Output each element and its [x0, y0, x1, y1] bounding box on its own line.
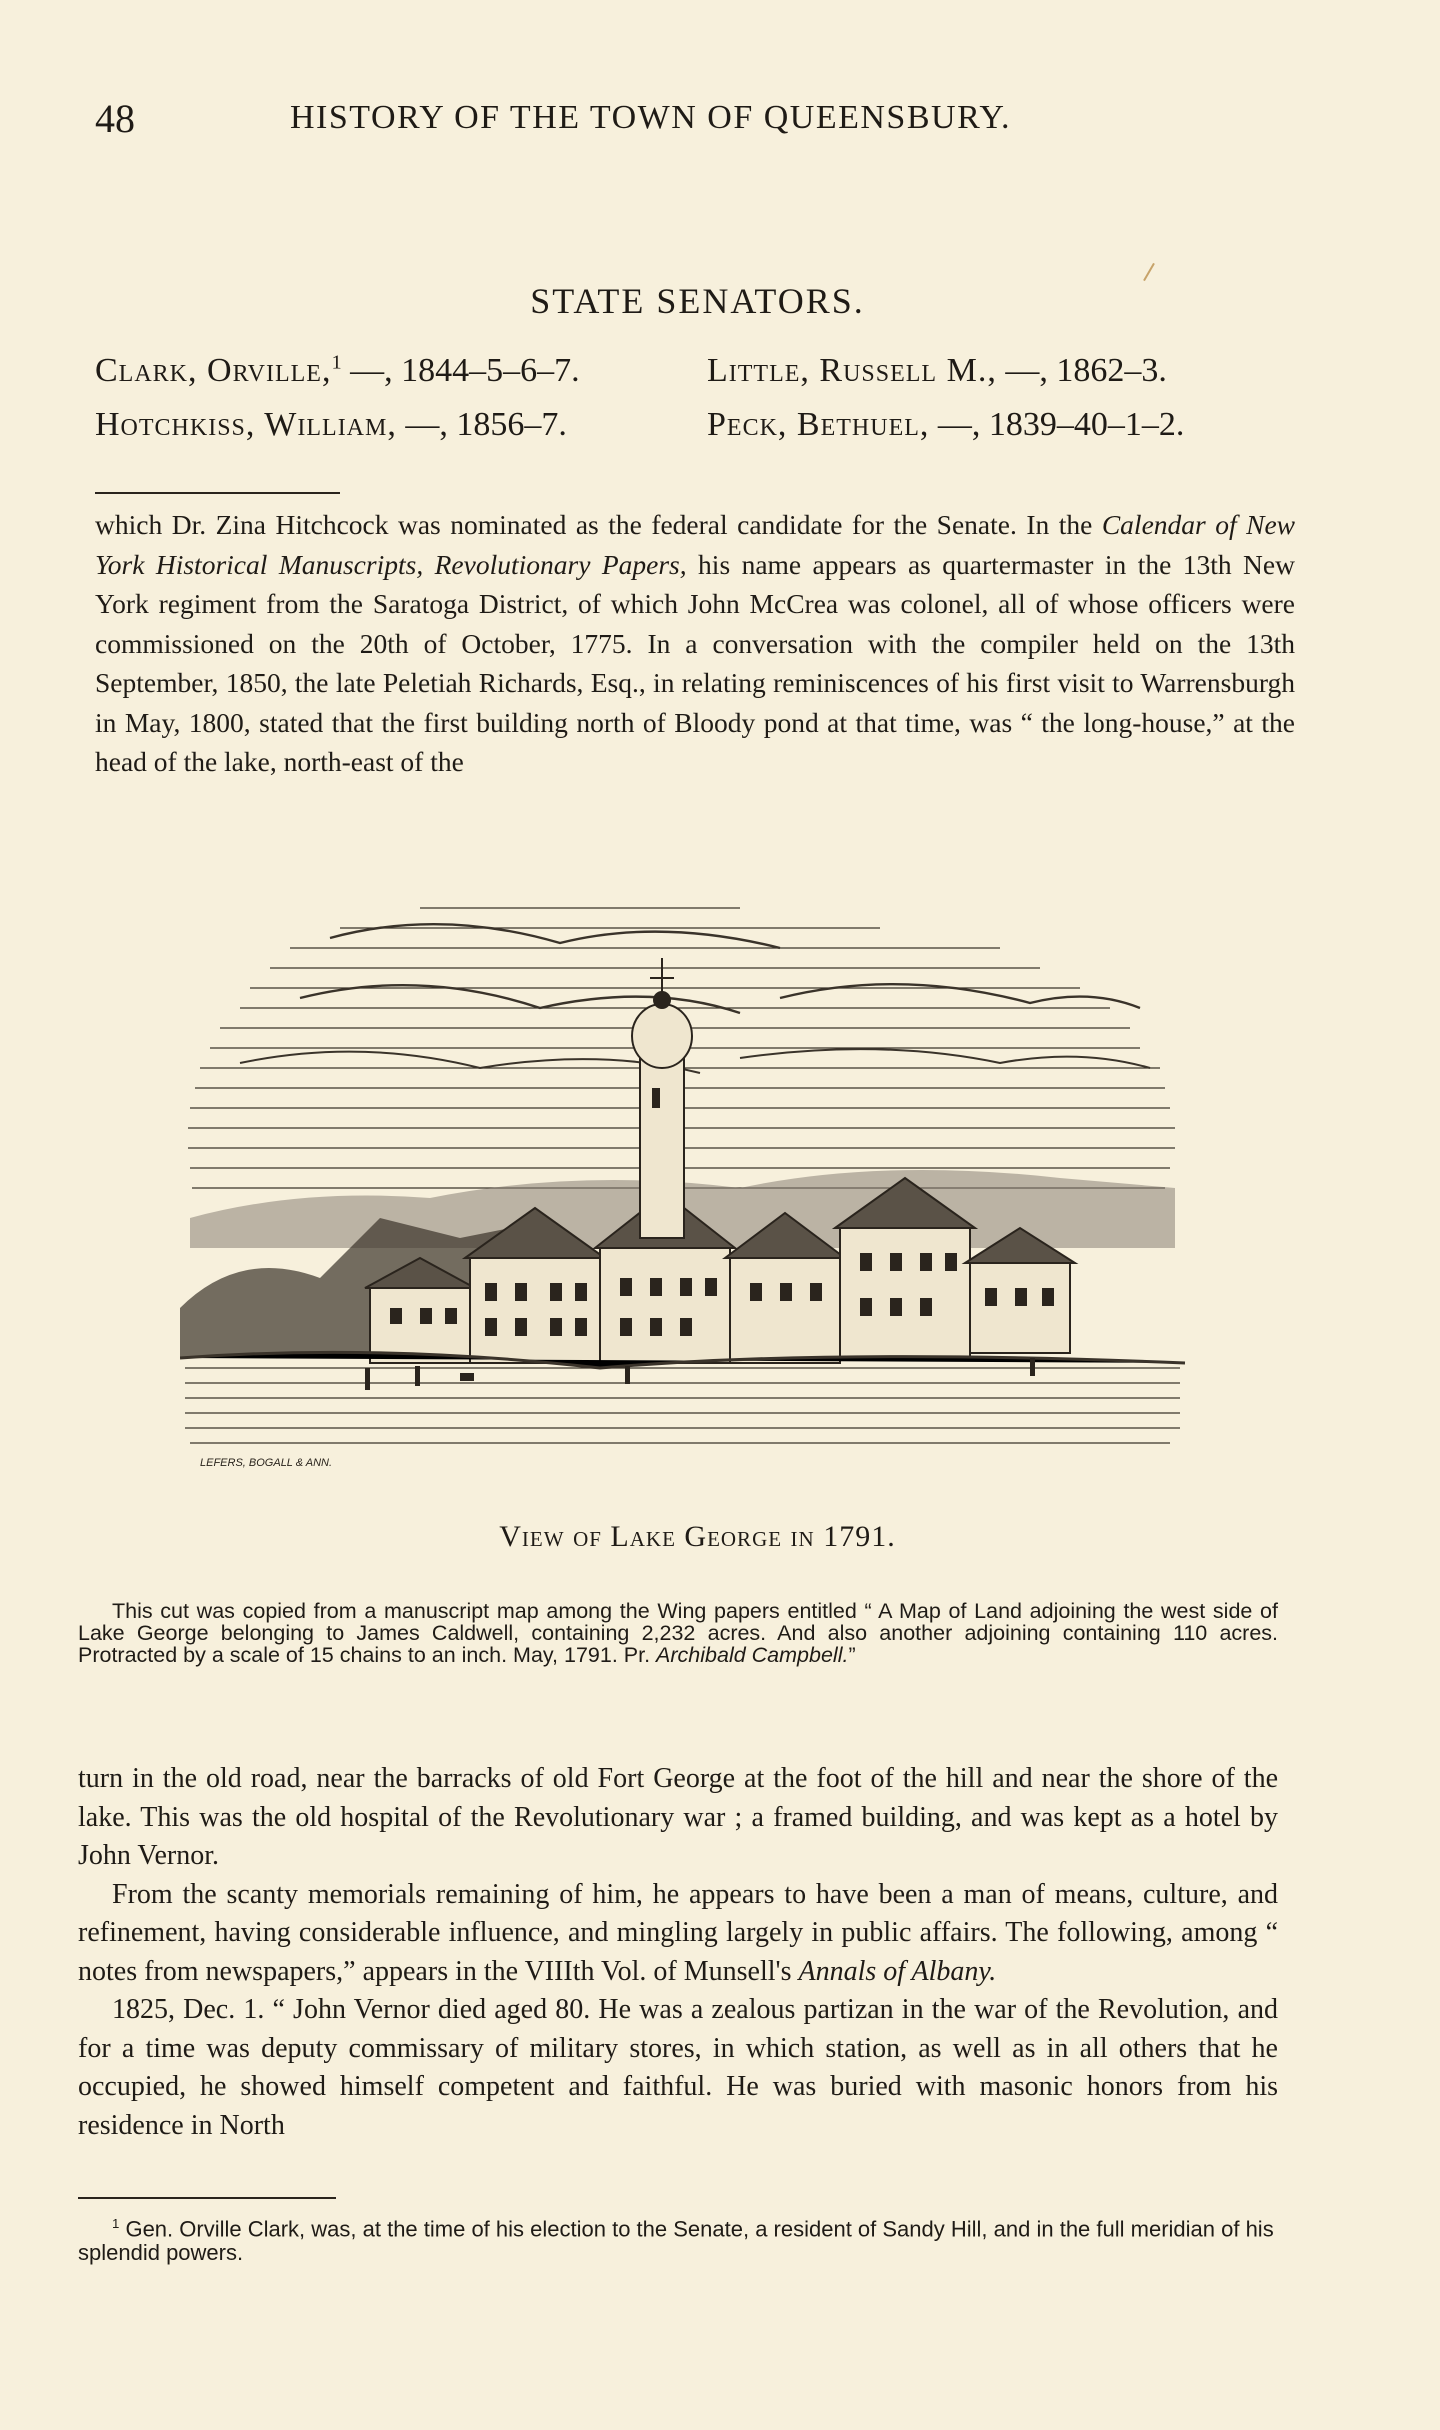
- page-header: [95, 95, 1295, 145]
- paragraph-text: turn in the old road, near the barracks of old Fort George at the foot of the hill and near the shore of the lake. This was the old hospital of the Revolutionary war ; a framed building, and was kept as a hotel by John Vernor.: [78, 1763, 1278, 1871]
- section-title: STATE SENATORS.: [530, 281, 865, 321]
- text-run: This cut was copied from a manuscript map among the Wing papers entitled “ A Map of Land adjoining the west side of Lake George belonging to James Caldwell, containing 2,232 acres. And also another adjoining containing 110 acres. Protracted by a scale of 15 chains to an inch. May, 1791. Pr.: [78, 1599, 1278, 1667]
- senator-name: Clark, Orville,: [95, 352, 332, 390]
- senator-years: —, 1856–7.: [396, 406, 567, 443]
- engraver-credit: LEFERS, BOGALL & ANN.: [200, 1457, 333, 1469]
- senator-name: Hotchkiss, William,: [95, 406, 397, 443]
- footnote-rule: [78, 2197, 336, 2199]
- footnote-ref: 1: [331, 352, 342, 374]
- caption-year: 1791.: [823, 1520, 896, 1553]
- senator-years: —, 1862–3.: [996, 352, 1167, 389]
- senator-name: Peck, Bethuel,: [707, 406, 930, 443]
- italic-title: Calendar of New York Historical Manuscripts, Revolutionary Papers,: [95, 509, 1296, 580]
- footnote-rule: [95, 492, 340, 494]
- paragraph-text: [95, 505, 1295, 782]
- cut-note: [78, 1600, 1278, 1666]
- text-run: ”: [848, 1643, 856, 1667]
- caption-text: View of Lake George in: [499, 1520, 824, 1553]
- cut-note-text: [78, 1600, 1278, 1666]
- senators-row: [95, 406, 1295, 460]
- italic-name: Archibald Campbell.: [656, 1643, 849, 1667]
- senator-name: Little, Russell M.,: [707, 352, 997, 389]
- running-title: HISTORY OF THE TOWN OF QUEENSBURY.: [290, 99, 1012, 136]
- body-continuation: [78, 1760, 1278, 2145]
- senator-entry: [95, 352, 580, 389]
- buildings: [365, 958, 1075, 1363]
- pencil-mark: [1143, 263, 1155, 281]
- footnote-mark: 1: [112, 2216, 120, 2231]
- senator-years: —, 1844–5–6–7.: [341, 352, 580, 390]
- senator-years: —, 1839–40–1–2.: [929, 406, 1185, 443]
- figure-caption: [0, 1520, 1395, 1554]
- lake-george-engraving: [180, 888, 1192, 1478]
- text-run: which Dr. Zina Hitchcock was nominated as the federal candidate for the Senate. In the: [95, 509, 1102, 540]
- paragraph-text: [78, 1876, 1278, 1992]
- italic-title: Annals of Albany.: [798, 1955, 997, 1987]
- senators-row: [95, 352, 1295, 406]
- senator-entry: [707, 406, 1184, 444]
- senators-list: [95, 352, 1295, 460]
- page-number: 48: [95, 96, 135, 141]
- footnote: [78, 2212, 1278, 2265]
- senator-entry: [95, 406, 567, 443]
- senator-entry: [707, 352, 1167, 390]
- paragraph-text: 1825, Dec. 1. “ John Vernor died aged 80. He was a zealous partizan in the war of the Revolution, and for a time was deputy commissary of military stores, in which station, as well as in all others that he occupied, he showed himself competent and faithful. He was buried with masonic honors from his residence in North: [78, 1994, 1278, 2141]
- body-paragraph: [95, 505, 1295, 782]
- text-run: his name appears as quartermaster in the 13th New York regiment from the Saratoga District, of which John McCrea was colonel, all of whose officers were commissioned on the 20th of October, 1775. In a conversation with the compiler held on the 13th September, 1850, the late Peletiah Richards, Esq., in relating reminiscences of his first visit to Warrensburgh in May, 1800, stated that the first building north of Bloody pond at that time, was “ the long-house,” at the head of the lake, north-east of the: [95, 548, 1295, 777]
- text-run: Gen. Orville Clark, was, at the time of his election to the Senate, a resident of Sandy Hill, and in the full meridian of his splendid powers.: [78, 2216, 1274, 2266]
- footnote-text: [78, 2212, 1278, 2265]
- text-run: From the scanty memorials remaining of him, he appears to have been a man of means, culture, and refinement, having considerable influence, and mingling largely in public affairs. The following, among “ notes from newspapers,” appears in the VIIIth Vol. of Munsell's: [78, 1878, 1278, 1987]
